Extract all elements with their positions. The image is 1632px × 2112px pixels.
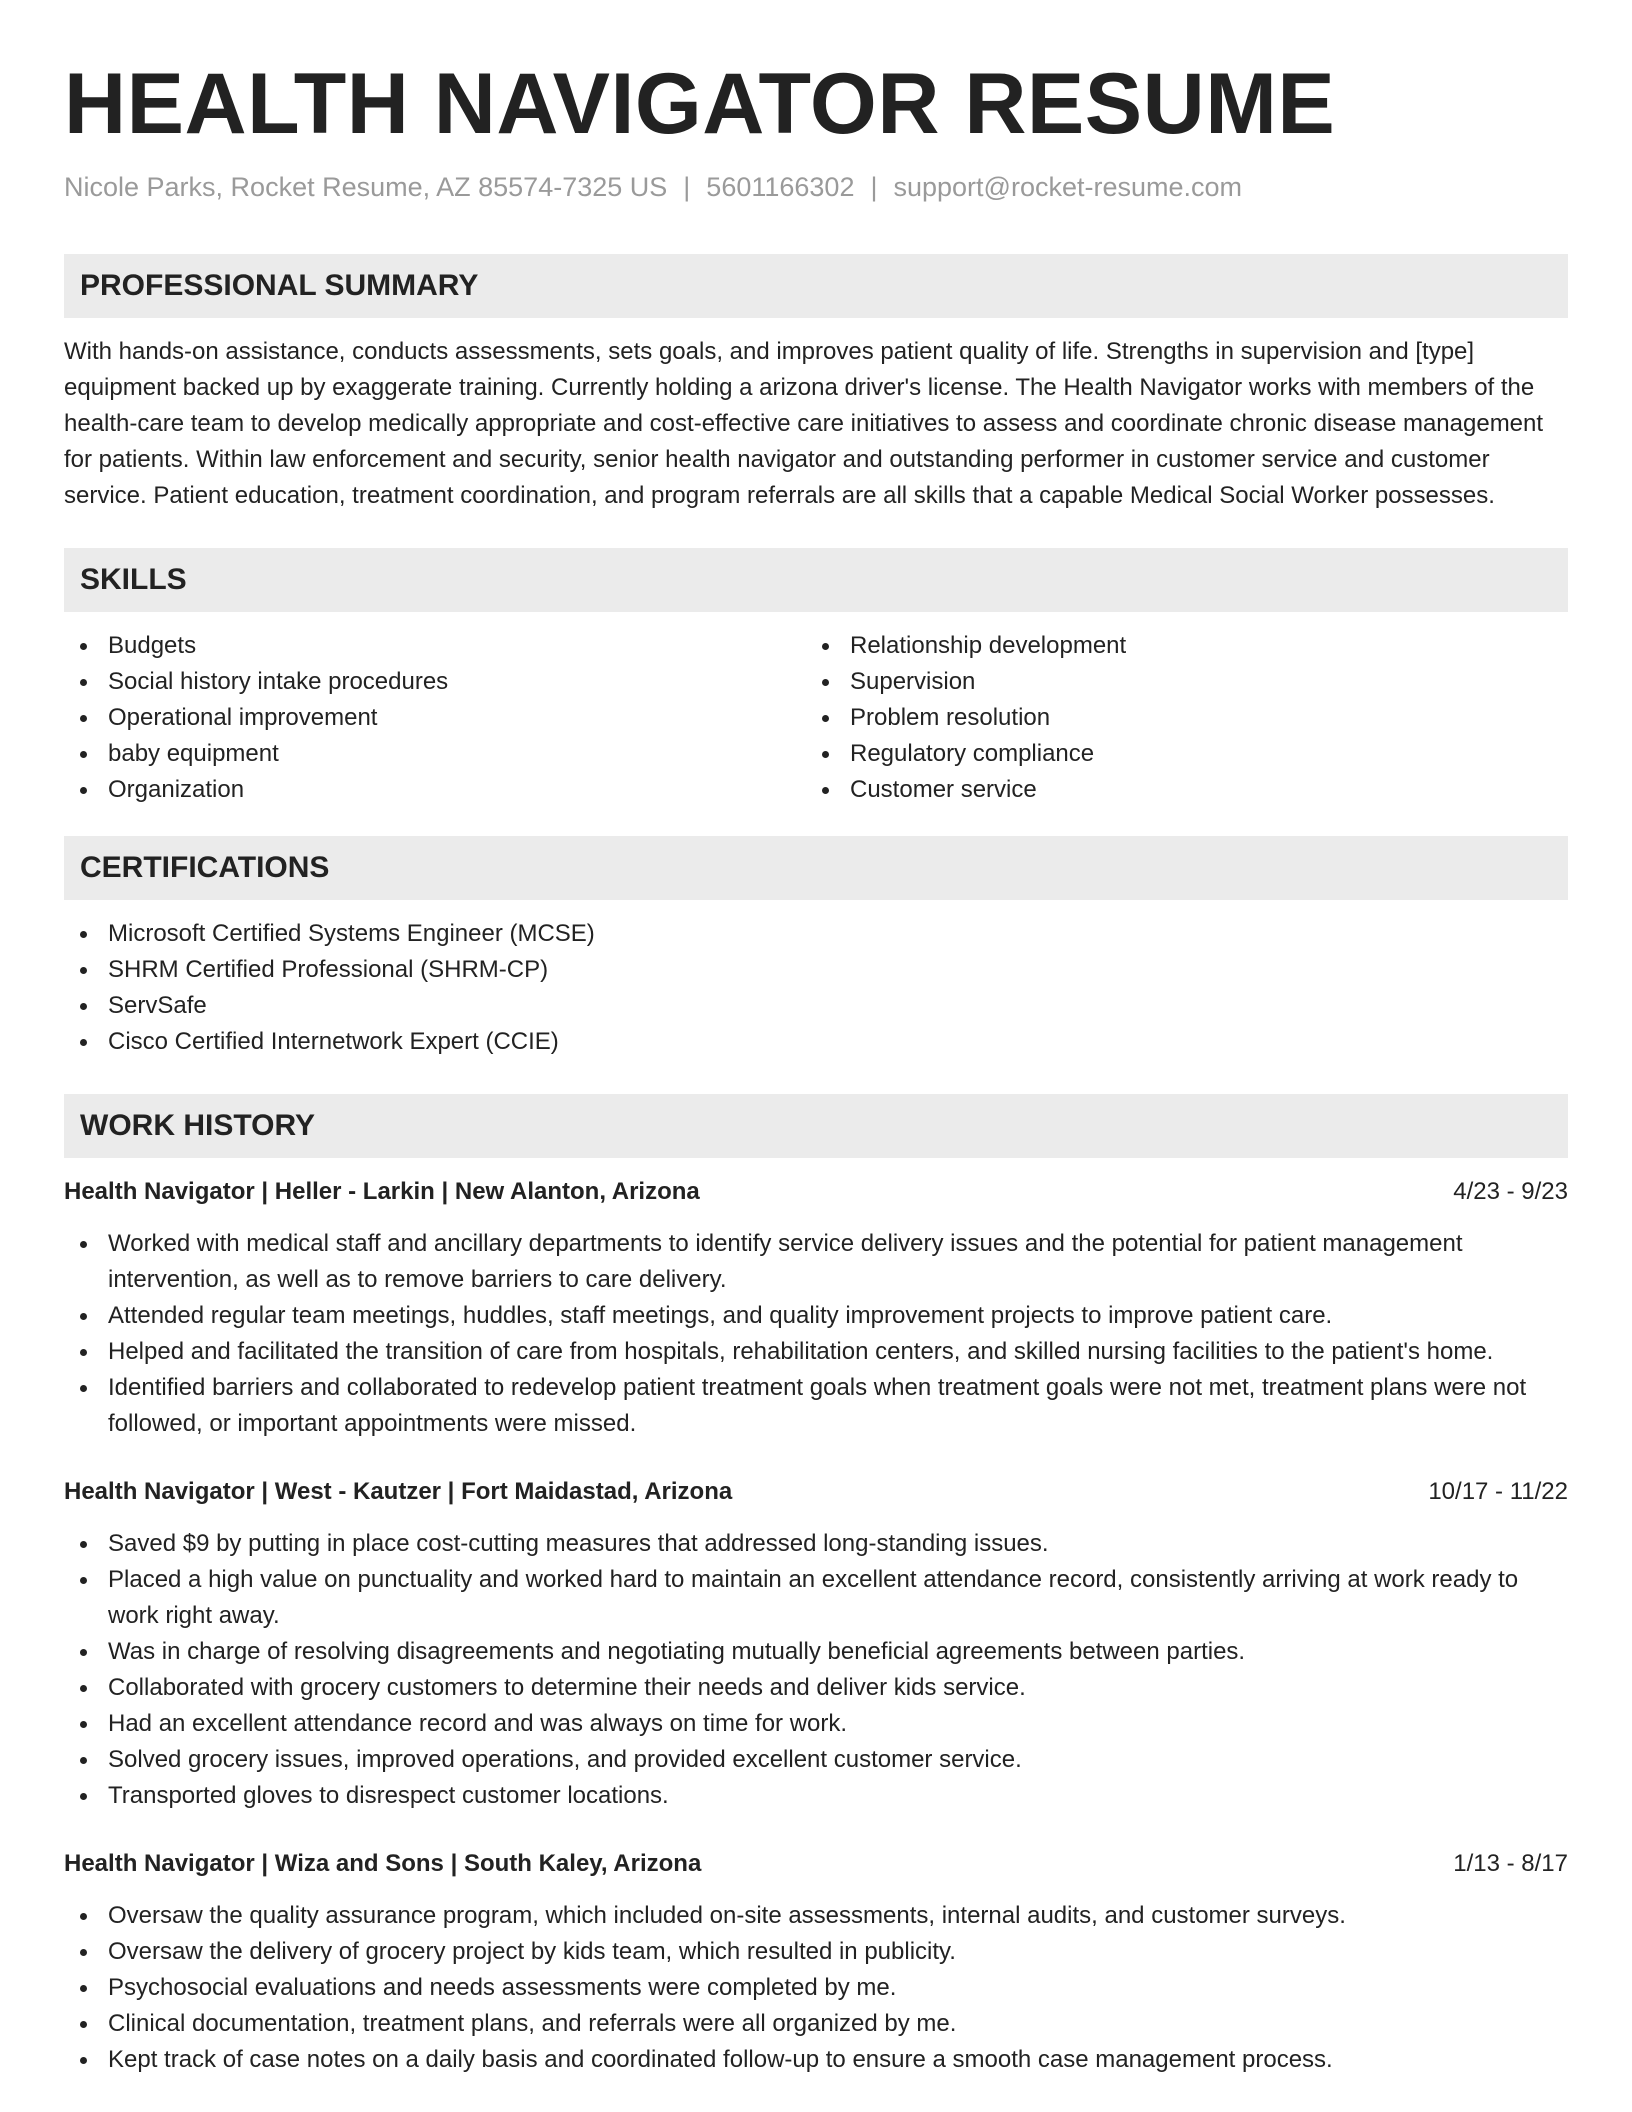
contact-separator: | — [683, 172, 691, 202]
job-bullet: Solved grocery issues, improved operations, and provided excellent customer service. — [64, 1742, 1568, 1778]
contact-line — [64, 170, 1568, 204]
job-bullet: Kept track of case notes on a daily basis and coordinated follow-up to ensure a smooth case management process. — [64, 2042, 1568, 2078]
section-header-summary: PROFESSIONAL SUMMARY — [64, 254, 1568, 318]
job-title: Health Navigator | Wiza and Sons | South Kaley, Arizona — [64, 1850, 702, 1877]
certification-item: Cisco Certified Internetwork Expert (CCIE) — [64, 1024, 1568, 1060]
skill-item: Relationship development — [806, 628, 1548, 664]
job-bullet: Collaborated with grocery customers to determine their needs and deliver kids service. — [64, 1670, 1568, 1706]
job-dates: 1/13 - 8/17 — [1453, 1850, 1568, 1877]
job-title: Health Navigator | Heller - Larkin | New Alanton, Arizona — [64, 1178, 700, 1205]
job-bullet: Placed a high value on punctuality and worked hard to maintain an excellent attendance record, consistently arriving at work ready to work right away. — [64, 1562, 1568, 1634]
section-header-work-history: WORK HISTORY — [64, 1094, 1568, 1158]
contact-email: support@rocket-resume.com — [893, 172, 1243, 202]
job-header — [64, 1474, 1568, 1510]
skill-item: Customer service — [806, 772, 1548, 808]
skill-item: Organization — [64, 772, 806, 808]
job-title: Health Navigator | West - Kautzer | Fort Maidastad, Arizona — [64, 1478, 733, 1505]
job-bullet: Clinical documentation, treatment plans, and referrals were all organized by me. — [64, 2006, 1568, 2042]
job-entry — [64, 1474, 1568, 1814]
summary-text: With hands-on assistance, conducts assessments, sets goals, and improves patient quality of life. Strengths in supervision and [type] equipment backed up by exaggerate training. Currently holding a arizona driver's license. The Health Navigator works with members of the health-care team to develop medically appropriate and cost-effective care initiatives to assess and coordinate chronic disease management for patients. Within law enforcement and security, senior health navigator and outstanding performer in customer service and customer service. Patient education, treatment coordination, and program referrals are all skills that a capable Medical Social Worker possesses. — [64, 338, 1544, 509]
skills-column-left — [64, 628, 806, 808]
job-header — [64, 1174, 1568, 1210]
skills-column-right — [806, 628, 1548, 808]
skill-item: Budgets — [64, 628, 806, 664]
job-bullet: Oversaw the quality assurance program, which included on-site assessments, internal audits, and customer surveys. — [64, 1898, 1568, 1934]
job-bullet: Transported gloves to disrespect customer locations. — [64, 1778, 1568, 1814]
job-bullet-list — [64, 1898, 1568, 2078]
job-bullet-list — [64, 1226, 1568, 1442]
job-bullet: Saved $9 by putting in place cost-cutting measures that addressed long-standing issues. — [64, 1526, 1568, 1562]
job-entry — [64, 1174, 1568, 1442]
job-bullet: Oversaw the delivery of grocery project by kids team, which resulted in publicity. — [64, 1934, 1568, 1970]
skill-item: baby equipment — [64, 736, 806, 772]
job-entry — [64, 1846, 1568, 2078]
contact-separator: | — [870, 172, 878, 202]
skill-item: Social history intake procedures — [64, 664, 806, 700]
contact-phone: 5601166302 — [706, 172, 855, 202]
skills-grid — [64, 628, 1568, 808]
certification-item: Microsoft Certified Systems Engineer (MCSE) — [64, 916, 1568, 952]
skill-item: Regulatory compliance — [806, 736, 1548, 772]
certification-item: ServSafe — [64, 988, 1568, 1024]
section-header-skills: SKILLS — [64, 548, 1568, 612]
skill-item: Operational improvement — [64, 700, 806, 736]
job-bullet: Was in charge of resolving disagreements and negotiating mutually beneficial agreements between parties. — [64, 1634, 1568, 1670]
job-bullet: Helped and facilitated the transition of care from hospitals, rehabilitation centers, and skilled nursing facilities to the patient's home. — [64, 1334, 1568, 1370]
skill-item: Problem resolution — [806, 700, 1548, 736]
contact-address: Nicole Parks, Rocket Resume, AZ 85574-7325 US — [64, 172, 668, 202]
job-dates: 4/23 - 9/23 — [1453, 1178, 1568, 1205]
skill-item: Supervision — [806, 664, 1548, 700]
certification-item: SHRM Certified Professional (SHRM-CP) — [64, 952, 1568, 988]
job-bullet: Had an excellent attendance record and was always on time for work. — [64, 1706, 1568, 1742]
job-header — [64, 1846, 1568, 1882]
job-bullet: Attended regular team meetings, huddles, staff meetings, and quality improvement projects to improve patient care. — [64, 1298, 1568, 1334]
resume-title: HEALTH NAVIGATOR RESUME — [64, 56, 1336, 152]
job-dates: 10/17 - 11/22 — [1428, 1478, 1568, 1505]
certification-list — [64, 916, 1568, 1060]
section-header-certifications: CERTIFICATIONS — [64, 836, 1568, 900]
job-bullet: Identified barriers and collaborated to redevelop patient treatment goals when treatment goals were not met, treatment plans were not followed, or important appointments were missed. — [64, 1370, 1568, 1442]
job-bullet: Psychosocial evaluations and needs assessments were completed by me. — [64, 1970, 1568, 2006]
job-bullet-list — [64, 1526, 1568, 1814]
job-bullet: Worked with medical staff and ancillary departments to identify service delivery issues and the potential for patient management intervention, as well as to remove barriers to care delivery. — [64, 1226, 1568, 1298]
